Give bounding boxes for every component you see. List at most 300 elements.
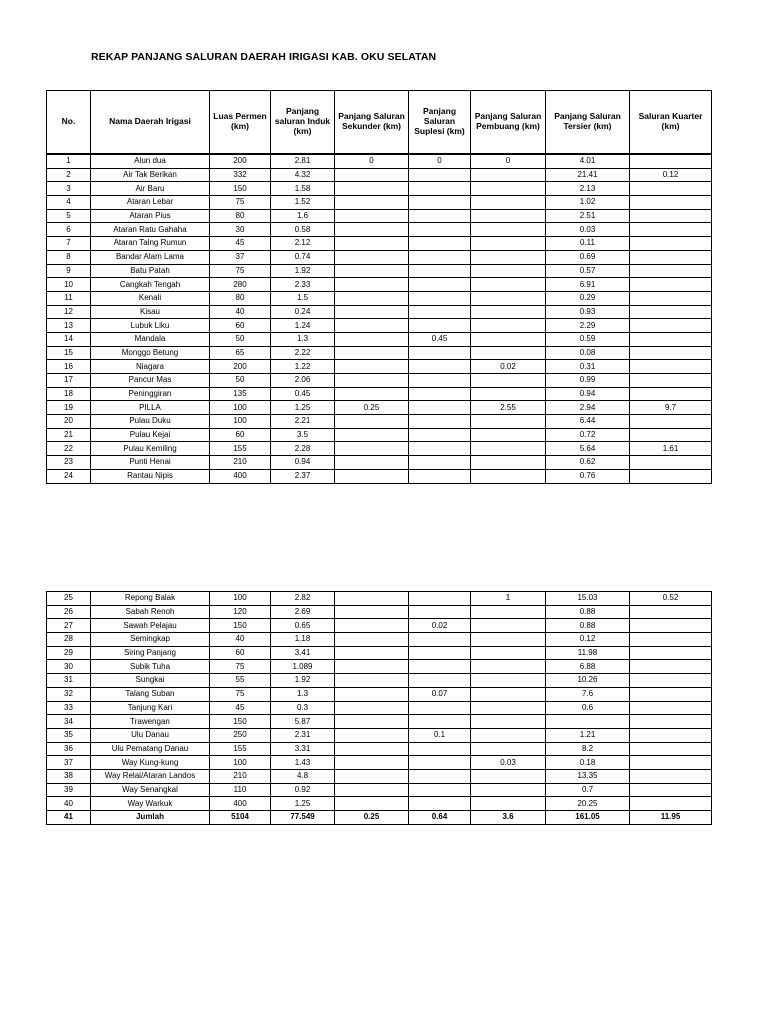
cell-pembuang: [471, 168, 546, 182]
cell-tersier: 0.08: [546, 346, 630, 360]
table-row: [47, 415, 712, 429]
total-cell-induk: 77.549: [271, 811, 335, 825]
cell-name: Tanjung Kari: [91, 701, 210, 715]
cell-no: 1: [47, 154, 91, 168]
cell-tersier: 6.88: [546, 660, 630, 674]
cell-name: Ataran Pius: [91, 209, 210, 223]
cell-kuarter: [630, 264, 712, 278]
cell-name: Way Relai/Ataran Landos: [91, 769, 210, 783]
cell-kuarter: [630, 209, 712, 223]
cell-kuarter: [630, 456, 712, 470]
cell-sekunder: [335, 223, 409, 237]
cell-sekunder: [335, 278, 409, 292]
table-row: [47, 237, 712, 251]
cell-luas: 280: [210, 278, 271, 292]
cell-induk: 2.37: [271, 469, 335, 483]
cell-pembuang: [471, 278, 546, 292]
cell-sekunder: [335, 646, 409, 660]
cell-suplesi: [409, 319, 471, 333]
cell-induk: 5.87: [271, 715, 335, 729]
cell-pembuang: [471, 346, 546, 360]
header-kuarter: Saluran Kuarter (km): [630, 91, 712, 155]
table-row: [47, 701, 712, 715]
cell-pembuang: [471, 237, 546, 251]
cell-no: 18: [47, 387, 91, 401]
cell-induk: 0.24: [271, 305, 335, 319]
cell-induk: 2.22: [271, 346, 335, 360]
cell-name: Lubuk Liku: [91, 319, 210, 333]
cell-tersier: 7.6: [546, 687, 630, 701]
header-suplesi: Panjang Saluran Suplesi (km): [409, 91, 471, 155]
cell-no: 12: [47, 305, 91, 319]
cell-tersier: 0.57: [546, 264, 630, 278]
cell-suplesi: [409, 428, 471, 442]
table-row: [47, 332, 712, 346]
cell-suplesi: 0.07: [409, 687, 471, 701]
cell-no: 6: [47, 223, 91, 237]
cell-name: Ulu Pematang Danau: [91, 742, 210, 756]
cell-sekunder: [335, 196, 409, 210]
cell-kuarter: 0.52: [630, 592, 712, 606]
cell-name: Air Tak Berikan: [91, 168, 210, 182]
cell-name: Ataran Lebar: [91, 196, 210, 210]
cell-kuarter: [630, 250, 712, 264]
total-cell-no: 41: [47, 811, 91, 825]
cell-luas: 200: [210, 154, 271, 168]
cell-luas: 80: [210, 291, 271, 305]
cell-name: Kisau: [91, 305, 210, 319]
table-row: [47, 278, 712, 292]
cell-sekunder: [335, 332, 409, 346]
cell-kuarter: [630, 319, 712, 333]
cell-tersier: 6.91: [546, 278, 630, 292]
cell-luas: 60: [210, 646, 271, 660]
cell-kuarter: [630, 728, 712, 742]
cell-induk: 2.12: [271, 237, 335, 251]
cell-sekunder: [335, 182, 409, 196]
cell-tersier: [546, 715, 630, 729]
cell-no: 10: [47, 278, 91, 292]
cell-luas: 120: [210, 605, 271, 619]
cell-sekunder: [335, 237, 409, 251]
cell-tersier: 0.69: [546, 250, 630, 264]
cell-luas: 210: [210, 456, 271, 470]
cell-luas: 110: [210, 783, 271, 797]
cell-tersier: 0.99: [546, 374, 630, 388]
cell-name: Semingkap: [91, 633, 210, 647]
table-row: [47, 223, 712, 237]
cell-suplesi: [409, 237, 471, 251]
header-luas: Luas Permen (km): [210, 91, 271, 155]
table-row: [47, 305, 712, 319]
cell-tersier: 2.51: [546, 209, 630, 223]
cell-kuarter: [630, 769, 712, 783]
cell-pembuang: [471, 769, 546, 783]
cell-tersier: 15.03: [546, 592, 630, 606]
cell-induk: 1.6: [271, 209, 335, 223]
cell-luas: 60: [210, 428, 271, 442]
cell-suplesi: [409, 264, 471, 278]
cell-sekunder: [335, 305, 409, 319]
cell-suplesi: [409, 456, 471, 470]
cell-kuarter: [630, 660, 712, 674]
cell-sekunder: [335, 360, 409, 374]
cell-induk: 0.3: [271, 701, 335, 715]
cell-no: 15: [47, 346, 91, 360]
cell-luas: 400: [210, 797, 271, 811]
cell-suplesi: [409, 387, 471, 401]
cell-suplesi: [409, 223, 471, 237]
cell-luas: 250: [210, 728, 271, 742]
cell-pembuang: [471, 319, 546, 333]
cell-name: Pulau Kemiling: [91, 442, 210, 456]
cell-luas: 155: [210, 442, 271, 456]
cell-no: 30: [47, 660, 91, 674]
cell-suplesi: [409, 769, 471, 783]
total-row: [47, 811, 712, 825]
cell-sekunder: [335, 783, 409, 797]
table-row: [47, 264, 712, 278]
cell-suplesi: [409, 401, 471, 415]
cell-tersier: 10.26: [546, 674, 630, 688]
cell-kuarter: [630, 237, 712, 251]
cell-no: 33: [47, 701, 91, 715]
cell-sekunder: [335, 168, 409, 182]
cell-tersier: 0.94: [546, 387, 630, 401]
cell-suplesi: [409, 646, 471, 660]
cell-sekunder: [335, 592, 409, 606]
cell-sekunder: [335, 660, 409, 674]
cell-no: 9: [47, 264, 91, 278]
cell-name: Rantau Nipis: [91, 469, 210, 483]
cell-name: Way Kung-kung: [91, 756, 210, 770]
table-row: [47, 346, 712, 360]
cell-tersier: 0.88: [546, 605, 630, 619]
cell-suplesi: [409, 209, 471, 223]
cell-tersier: 0.11: [546, 237, 630, 251]
cell-luas: 75: [210, 687, 271, 701]
cell-luas: 155: [210, 742, 271, 756]
cell-pembuang: [471, 305, 546, 319]
table-row: [47, 769, 712, 783]
cell-kuarter: [630, 415, 712, 429]
cell-sekunder: [335, 428, 409, 442]
cell-kuarter: [630, 742, 712, 756]
table-row: [47, 196, 712, 210]
cell-pembuang: [471, 223, 546, 237]
cell-induk: 2.69: [271, 605, 335, 619]
cell-name: Subik Tuha: [91, 660, 210, 674]
header-induk: Panjang saluran Induk (km): [271, 91, 335, 155]
table-row: [47, 646, 712, 660]
cell-luas: 55: [210, 674, 271, 688]
cell-luas: 100: [210, 401, 271, 415]
cell-pembuang: [471, 728, 546, 742]
cell-no: 2: [47, 168, 91, 182]
table-row: [47, 319, 712, 333]
cell-name: Kenali: [91, 291, 210, 305]
cell-luas: 65: [210, 346, 271, 360]
cell-luas: 30: [210, 223, 271, 237]
cell-suplesi: [409, 674, 471, 688]
cell-suplesi: [409, 415, 471, 429]
cell-kuarter: [630, 619, 712, 633]
cell-name: Alun dua: [91, 154, 210, 168]
cell-induk: 4.32: [271, 168, 335, 182]
cell-tersier: 6.44: [546, 415, 630, 429]
cell-name: PILLA: [91, 401, 210, 415]
cell-pembuang: [471, 715, 546, 729]
table-row: [47, 360, 712, 374]
total-cell-luas: 5104: [210, 811, 271, 825]
header-no: No.: [47, 91, 91, 155]
cell-name: Sawah Pelajau: [91, 619, 210, 633]
table-row: [47, 619, 712, 633]
cell-induk: 3.41: [271, 646, 335, 660]
cell-suplesi: [409, 742, 471, 756]
cell-induk: 1.22: [271, 360, 335, 374]
cell-luas: 80: [210, 209, 271, 223]
irrigation-table-part2: [46, 591, 712, 825]
cell-tersier: 2.94: [546, 401, 630, 415]
cell-luas: 150: [210, 182, 271, 196]
cell-luas: 50: [210, 332, 271, 346]
cell-suplesi: [409, 715, 471, 729]
cell-suplesi: 0.45: [409, 332, 471, 346]
cell-tersier: 1.21: [546, 728, 630, 742]
cell-tersier: 0.6: [546, 701, 630, 715]
cell-tersier: 20.25: [546, 797, 630, 811]
table-row: [47, 605, 712, 619]
cell-name: Niagara: [91, 360, 210, 374]
cell-induk: 0.65: [271, 619, 335, 633]
cell-luas: 60: [210, 319, 271, 333]
table-row: [47, 428, 712, 442]
cell-pembuang: [471, 332, 546, 346]
cell-induk: 1.3: [271, 332, 335, 346]
cell-tersier: 2.29: [546, 319, 630, 333]
irrigation-table-part1: [46, 90, 712, 484]
cell-tersier: 0.72: [546, 428, 630, 442]
cell-sekunder: [335, 674, 409, 688]
cell-induk: 1.25: [271, 401, 335, 415]
header-tersier: Panjang Saluran Tersier (km): [546, 91, 630, 155]
cell-kuarter: [630, 360, 712, 374]
table-row: [47, 250, 712, 264]
cell-kuarter: [630, 701, 712, 715]
cell-tersier: 2.13: [546, 182, 630, 196]
cell-sekunder: [335, 756, 409, 770]
cell-pembuang: [471, 646, 546, 660]
cell-sekunder: [335, 291, 409, 305]
cell-induk: 1.24: [271, 319, 335, 333]
cell-induk: 2.28: [271, 442, 335, 456]
cell-tersier: 0.88: [546, 619, 630, 633]
table-row: [47, 756, 712, 770]
cell-luas: 135: [210, 387, 271, 401]
cell-no: 35: [47, 728, 91, 742]
cell-induk: 0.45: [271, 387, 335, 401]
cell-no: 23: [47, 456, 91, 470]
cell-kuarter: [630, 374, 712, 388]
cell-kuarter: [630, 469, 712, 483]
cell-pembuang: [471, 619, 546, 633]
cell-name: Way Warkuk: [91, 797, 210, 811]
cell-pembuang: [471, 387, 546, 401]
table-row: [47, 674, 712, 688]
cell-pembuang: [471, 605, 546, 619]
cell-kuarter: 9.7: [630, 401, 712, 415]
cell-suplesi: [409, 783, 471, 797]
cell-name: Pulau Kejai: [91, 428, 210, 442]
cell-luas: 400: [210, 469, 271, 483]
cell-luas: 200: [210, 360, 271, 374]
cell-sekunder: [335, 715, 409, 729]
cell-name: Trawengan: [91, 715, 210, 729]
cell-luas: 45: [210, 237, 271, 251]
cell-tersier: 0.03: [546, 223, 630, 237]
cell-pembuang: 1: [471, 592, 546, 606]
cell-pembuang: 0: [471, 154, 546, 168]
cell-pembuang: [471, 428, 546, 442]
cell-suplesi: [409, 360, 471, 374]
header-sekunder: Panjang Saluran Sekunder (km): [335, 91, 409, 155]
cell-tersier: 0.62: [546, 456, 630, 470]
cell-induk: 4.8: [271, 769, 335, 783]
table-row: [47, 154, 712, 168]
cell-pembuang: [471, 701, 546, 715]
cell-suplesi: [409, 797, 471, 811]
cell-tersier: 11.98: [546, 646, 630, 660]
cell-suplesi: 0: [409, 154, 471, 168]
cell-name: Monggo Betung: [91, 346, 210, 360]
cell-suplesi: [409, 756, 471, 770]
cell-kuarter: 1.61: [630, 442, 712, 456]
cell-no: 17: [47, 374, 91, 388]
cell-kuarter: [630, 783, 712, 797]
cell-no: 40: [47, 797, 91, 811]
cell-suplesi: [409, 305, 471, 319]
cell-luas: 40: [210, 305, 271, 319]
cell-suplesi: [409, 442, 471, 456]
cell-suplesi: [409, 168, 471, 182]
cell-sekunder: [335, 469, 409, 483]
cell-induk: 3.5: [271, 428, 335, 442]
cell-luas: 100: [210, 415, 271, 429]
cell-no: 31: [47, 674, 91, 688]
cell-pembuang: [471, 469, 546, 483]
cell-pembuang: 0.02: [471, 360, 546, 374]
cell-name: Talang Suban: [91, 687, 210, 701]
cell-no: 29: [47, 646, 91, 660]
cell-name: Pulau Duku: [91, 415, 210, 429]
cell-induk: 2.33: [271, 278, 335, 292]
cell-suplesi: [409, 346, 471, 360]
cell-induk: 2.81: [271, 154, 335, 168]
cell-name: Mandala: [91, 332, 210, 346]
cell-kuarter: [630, 154, 712, 168]
cell-sekunder: [335, 387, 409, 401]
cell-suplesi: [409, 182, 471, 196]
cell-sekunder: [335, 250, 409, 264]
total-cell-sekunder: 0.25: [335, 811, 409, 825]
cell-sekunder: [335, 797, 409, 811]
cell-kuarter: [630, 646, 712, 660]
cell-tersier: 0.76: [546, 469, 630, 483]
cell-induk: 1.92: [271, 674, 335, 688]
cell-sekunder: [335, 456, 409, 470]
cell-no: 34: [47, 715, 91, 729]
cell-sekunder: [335, 701, 409, 715]
cell-luas: 150: [210, 619, 271, 633]
cell-suplesi: [409, 291, 471, 305]
cell-induk: 1.52: [271, 196, 335, 210]
cell-pembuang: [471, 291, 546, 305]
header-name: Nama Daerah Irigasi: [91, 91, 210, 155]
cell-kuarter: [630, 182, 712, 196]
table-row: [47, 387, 712, 401]
table-row: [47, 442, 712, 456]
table-row: [47, 592, 712, 606]
cell-luas: 210: [210, 769, 271, 783]
cell-pembuang: [471, 250, 546, 264]
cell-luas: 100: [210, 756, 271, 770]
table-row: [47, 797, 712, 811]
cell-suplesi: 0.1: [409, 728, 471, 742]
cell-no: 26: [47, 605, 91, 619]
cell-sekunder: [335, 319, 409, 333]
cell-kuarter: [630, 797, 712, 811]
cell-pembuang: [471, 456, 546, 470]
cell-no: 38: [47, 769, 91, 783]
cell-luas: 75: [210, 264, 271, 278]
cell-sekunder: [335, 209, 409, 223]
cell-induk: 1.92: [271, 264, 335, 278]
cell-pembuang: 0.03: [471, 756, 546, 770]
cell-tersier: 13.35: [546, 769, 630, 783]
cell-no: 22: [47, 442, 91, 456]
cell-suplesi: [409, 196, 471, 210]
cell-luas: 100: [210, 592, 271, 606]
cell-sekunder: [335, 374, 409, 388]
table-row: [47, 783, 712, 797]
cell-kuarter: [630, 305, 712, 319]
cell-pembuang: [471, 182, 546, 196]
cell-no: 27: [47, 619, 91, 633]
cell-suplesi: [409, 633, 471, 647]
cell-luas: 37: [210, 250, 271, 264]
cell-suplesi: [409, 592, 471, 606]
cell-pembuang: [471, 209, 546, 223]
cell-luas: 45: [210, 701, 271, 715]
cell-no: 21: [47, 428, 91, 442]
cell-no: 16: [47, 360, 91, 374]
cell-kuarter: [630, 332, 712, 346]
cell-kuarter: [630, 687, 712, 701]
cell-sekunder: [335, 769, 409, 783]
document-title: REKAP PANJANG SALURAN DAERAH IRIGASI KAB. OKU SELATAN: [91, 51, 437, 63]
cell-kuarter: 0.12: [630, 168, 712, 182]
total-cell-name: Jumlah: [91, 811, 210, 825]
cell-no: 3: [47, 182, 91, 196]
cell-induk: 1.58: [271, 182, 335, 196]
table-row: [47, 687, 712, 701]
cell-suplesi: [409, 374, 471, 388]
table-row: [47, 291, 712, 305]
cell-induk: 1.089: [271, 660, 335, 674]
cell-induk: 0.74: [271, 250, 335, 264]
table-body-part2: [47, 592, 712, 825]
